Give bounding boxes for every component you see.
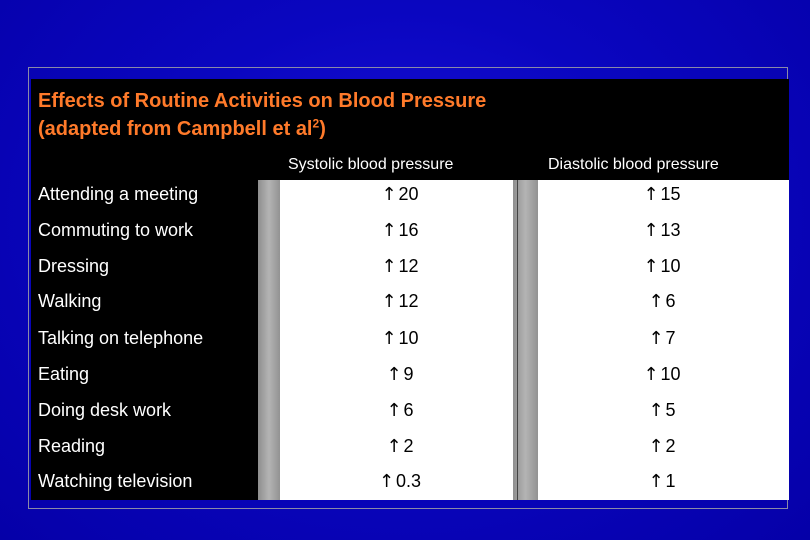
header-diastolic: Diastolic blood pressure xyxy=(548,156,719,173)
title-line-2-text: (adapted from Campbell et al xyxy=(38,118,313,140)
systolic-value: 12 xyxy=(398,291,419,311)
up-arrow-icon: ↑ xyxy=(648,328,664,349)
systolic-value: 16 xyxy=(398,220,419,240)
systolic-value: 12 xyxy=(398,256,419,276)
gray-bar-left xyxy=(258,180,280,500)
activity-label: Commuting to work xyxy=(38,220,194,240)
diastolic-value: 13 xyxy=(660,220,681,240)
header-systolic: Systolic blood pressure xyxy=(288,156,454,173)
diastolic-value-cell xyxy=(562,364,762,385)
diastolic-value: 2 xyxy=(665,436,676,456)
up-arrow-icon: ↑ xyxy=(386,364,402,385)
systolic-value-cell xyxy=(300,220,500,241)
up-arrow-icon: ↑ xyxy=(381,328,397,349)
systolic-value-cell xyxy=(300,400,500,421)
activity-label: Attending a meeting xyxy=(38,184,199,204)
title-line-2-close: ) xyxy=(319,118,326,140)
systolic-value: 2 xyxy=(403,436,414,456)
diastolic-value: 15 xyxy=(660,184,681,204)
title-line-1: Effects of Routine Activities on Blood Pressure xyxy=(38,90,487,112)
up-arrow-icon: ↑ xyxy=(648,471,664,492)
diastolic-value: 1 xyxy=(665,471,676,491)
systolic-value: 0.3 xyxy=(396,471,422,491)
slide-title xyxy=(38,87,638,143)
systolic-value: 10 xyxy=(398,328,419,348)
systolic-value: 6 xyxy=(403,400,414,420)
activity-label: Walking xyxy=(38,291,102,311)
diastolic-value-cell xyxy=(562,256,762,277)
up-arrow-icon: ↑ xyxy=(381,184,397,205)
diastolic-value-cell xyxy=(562,436,762,457)
diastolic-value: 7 xyxy=(665,328,676,348)
diastolic-value-cell xyxy=(562,220,762,241)
up-arrow-icon: ↑ xyxy=(648,436,664,457)
systolic-value: 20 xyxy=(398,184,419,204)
up-arrow-icon: ↑ xyxy=(386,436,402,457)
up-arrow-icon: ↑ xyxy=(648,400,664,421)
systolic-value-cell xyxy=(300,364,500,385)
up-arrow-icon: ↑ xyxy=(381,220,397,241)
systolic-value-cell xyxy=(300,328,500,349)
up-arrow-icon: ↑ xyxy=(648,291,664,312)
diastolic-value-cell xyxy=(562,328,762,349)
activity-label: Doing desk work xyxy=(38,400,172,420)
activity-label: Talking on telephone xyxy=(38,328,204,348)
up-arrow-icon: ↑ xyxy=(386,400,402,421)
systolic-value-cell xyxy=(300,291,500,312)
citation-superscript: 2 xyxy=(312,116,320,131)
title-line-2 xyxy=(38,115,638,143)
diastolic-value-cell xyxy=(562,291,762,312)
activity-label: Dressing xyxy=(38,256,110,276)
activity-label: Reading xyxy=(38,436,106,456)
diastolic-value: 6 xyxy=(665,291,676,311)
activity-label: Watching television xyxy=(38,471,193,491)
diastolic-value: 5 xyxy=(665,400,676,420)
up-arrow-icon: ↑ xyxy=(378,471,395,492)
systolic-value-cell xyxy=(300,256,500,277)
up-arrow-icon: ↑ xyxy=(643,184,659,205)
diastolic-value: 10 xyxy=(660,364,681,384)
up-arrow-icon: ↑ xyxy=(381,256,397,277)
up-arrow-icon: ↑ xyxy=(381,291,397,312)
diastolic-value: 10 xyxy=(660,256,681,276)
up-arrow-icon: ↑ xyxy=(643,364,659,385)
activity-label: Eating xyxy=(38,364,90,384)
up-arrow-icon: ↑ xyxy=(643,256,659,277)
systolic-value-cell xyxy=(300,436,500,457)
column-divider xyxy=(517,180,518,500)
diastolic-value-cell xyxy=(562,471,762,492)
up-arrow-icon: ↑ xyxy=(643,220,659,241)
systolic-value-cell xyxy=(300,471,500,492)
diastolic-value-cell xyxy=(562,184,762,205)
systolic-value-cell xyxy=(300,184,500,205)
diastolic-value-cell xyxy=(562,400,762,421)
systolic-value: 9 xyxy=(403,364,414,384)
